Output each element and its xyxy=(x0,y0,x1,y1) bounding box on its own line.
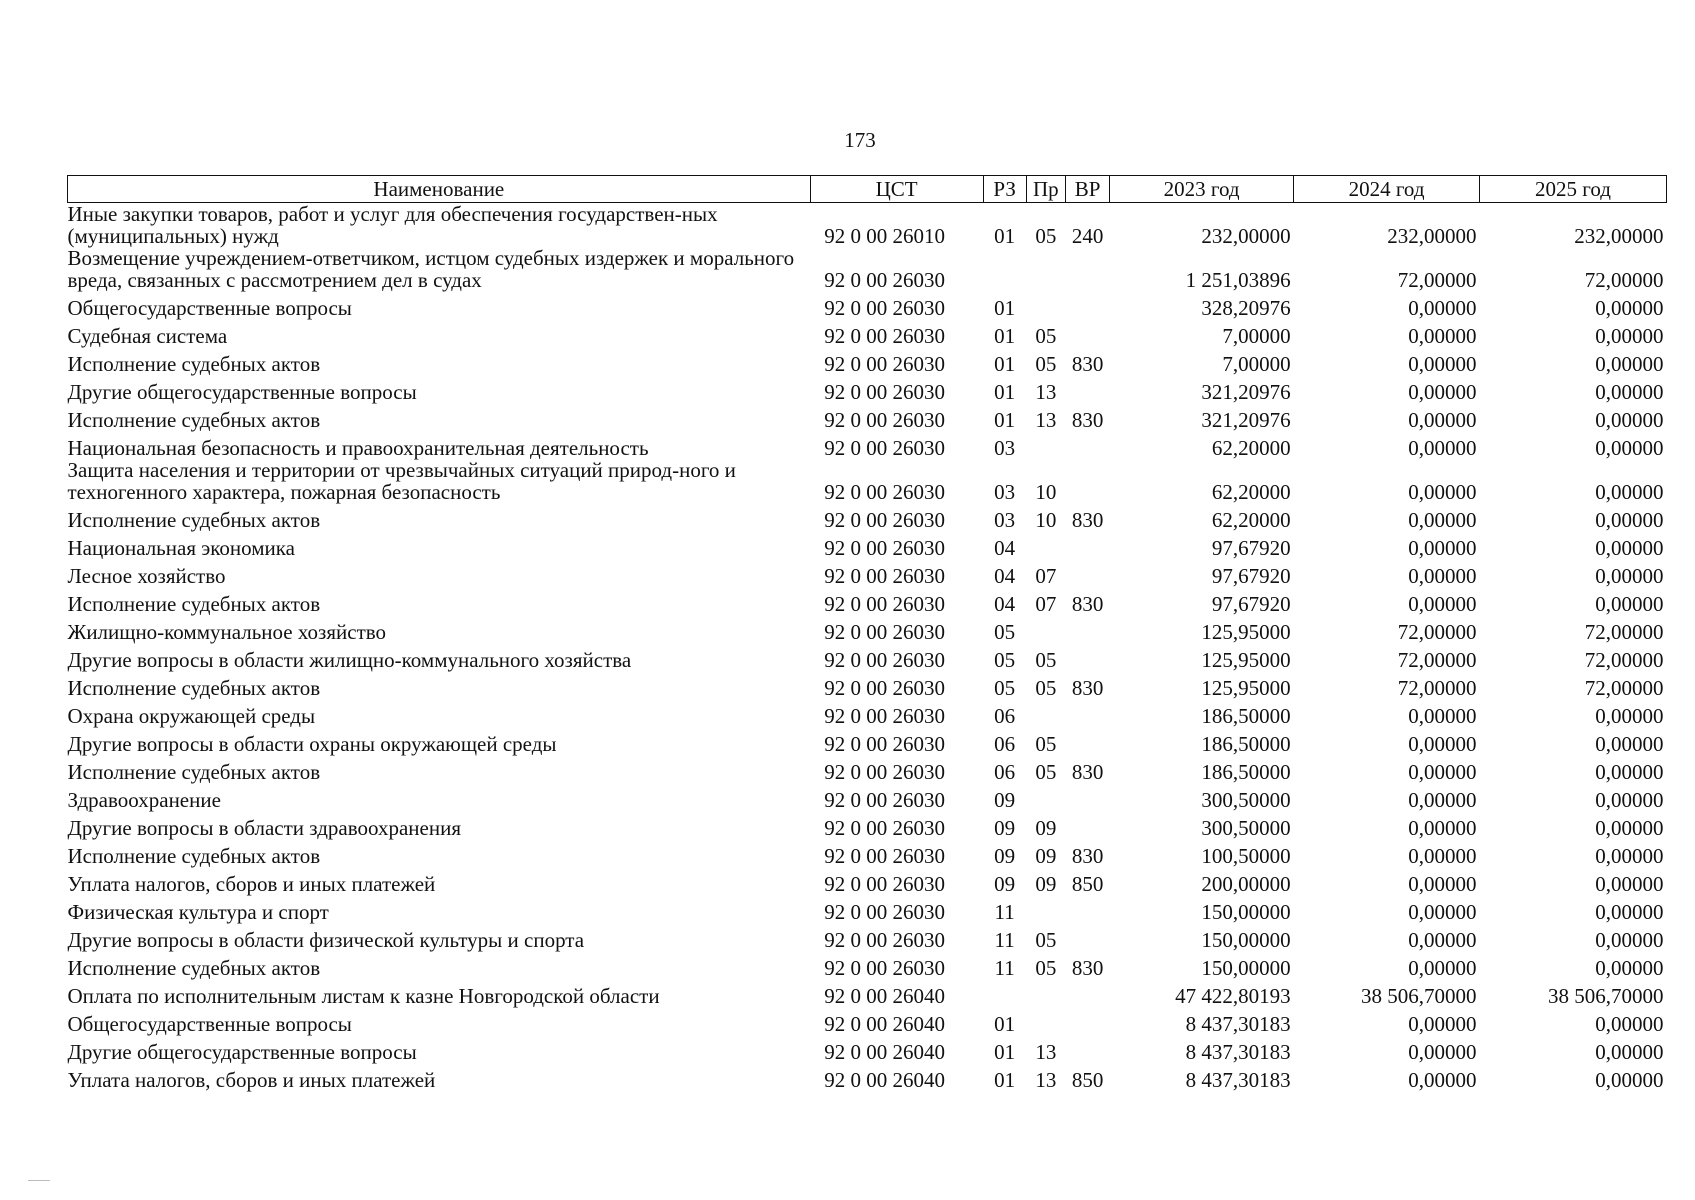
row-value-2023: 47 422,80193 xyxy=(1175,984,1291,1008)
row-rz: 01 xyxy=(994,224,1016,248)
row-vr xyxy=(1065,559,1109,587)
header-rz: РЗ xyxy=(983,176,1026,203)
row-cst: 92 0 00 26010 xyxy=(824,224,945,248)
row-pr: 05 xyxy=(1035,928,1057,952)
row-vr xyxy=(1065,923,1109,951)
row-value-2023: 150,00000 xyxy=(1201,956,1291,980)
row-name: Общегосударственные вопросы xyxy=(67,296,352,320)
row-pr: 13 xyxy=(1035,1068,1057,1092)
row-vr xyxy=(1065,615,1109,643)
row-cst: 92 0 00 26030 xyxy=(824,956,945,980)
row-rz: 06 xyxy=(994,732,1016,756)
row-value-2023: 321,20976 xyxy=(1201,380,1291,404)
row-pr: 05 xyxy=(1035,956,1057,980)
row-vr: 240 xyxy=(1071,224,1104,248)
row-vr xyxy=(1065,319,1109,347)
row-cst: 92 0 00 26030 xyxy=(824,760,945,784)
row-cst: 92 0 00 26030 xyxy=(824,268,945,292)
row-value-2025: 0,00000 xyxy=(1595,816,1664,840)
row-vr xyxy=(1065,811,1109,839)
row-name: Лесное хозяйство xyxy=(67,564,226,588)
row-pr: 10 xyxy=(1035,480,1057,504)
row-value-2024: 0,00000 xyxy=(1408,352,1477,376)
row-pr: 07 xyxy=(1035,564,1057,588)
row-value-2023: 186,50000 xyxy=(1201,760,1291,784)
row-cst: 92 0 00 26030 xyxy=(824,928,945,952)
row-value-2024: 0,00000 xyxy=(1408,1068,1477,1092)
row-name: Другие общегосударственные вопросы xyxy=(67,1040,417,1064)
row-cst: 92 0 00 26030 xyxy=(824,900,945,924)
row-rz: 11 xyxy=(994,900,1015,924)
row-cst: 92 0 00 26040 xyxy=(824,1068,945,1092)
row-value-2023: 300,50000 xyxy=(1201,816,1291,840)
row-value-2023: 125,95000 xyxy=(1201,676,1291,700)
row-value-2023: 125,95000 xyxy=(1201,620,1291,644)
table-row xyxy=(68,291,1667,319)
row-rz: 04 xyxy=(994,564,1016,588)
row-value-2023: 7,00000 xyxy=(1222,352,1291,376)
table-row xyxy=(68,615,1667,643)
row-value-2024: 0,00000 xyxy=(1408,436,1477,460)
row-vr xyxy=(1065,247,1109,291)
row-value-2023: 150,00000 xyxy=(1201,900,1291,924)
row-value-2024: 0,00000 xyxy=(1408,732,1477,756)
row-rz: 09 xyxy=(994,872,1016,896)
row-rz: 04 xyxy=(994,592,1016,616)
row-rz: 11 xyxy=(994,928,1015,952)
row-name: Общегосударственные вопросы xyxy=(67,1012,352,1036)
row-name: Физическая культура и спорт xyxy=(67,900,329,924)
row-value-2025: 38 506,70000 xyxy=(1548,984,1664,1008)
row-pr xyxy=(1026,247,1065,291)
row-vr: 830 xyxy=(1071,352,1104,376)
row-value-2023: 321,20976 xyxy=(1201,408,1291,432)
row-value-2024: 0,00000 xyxy=(1408,816,1477,840)
row-rz: 01 xyxy=(994,296,1016,320)
row-pr: 05 xyxy=(1035,732,1057,756)
row-pr: 09 xyxy=(1035,844,1057,868)
row-cst: 92 0 00 26030 xyxy=(824,436,945,460)
row-name: Возмещение учреждением-ответчиком, истцом судебных издержек и морального вреда, связанных с рассмотрением дел в судах xyxy=(67,246,795,292)
row-value-2023: 8 437,30183 xyxy=(1185,1040,1291,1064)
row-cst: 92 0 00 26030 xyxy=(824,480,945,504)
table-row xyxy=(68,783,1667,811)
row-name: Здравоохранение xyxy=(67,788,221,812)
row-value-2025: 72,00000 xyxy=(1584,620,1664,644)
row-pr xyxy=(1026,531,1065,559)
table-row xyxy=(68,1007,1667,1035)
row-value-2024: 0,00000 xyxy=(1408,380,1477,404)
row-value-2023: 200,00000 xyxy=(1201,872,1291,896)
row-rz: 01 xyxy=(994,1040,1016,1064)
row-value-2025: 0,00000 xyxy=(1595,704,1664,728)
row-name: Уплата налогов, сборов и иных платежей xyxy=(67,872,436,896)
row-value-2024: 0,00000 xyxy=(1408,1040,1477,1064)
row-value-2025: 0,00000 xyxy=(1595,788,1664,812)
row-vr xyxy=(1065,643,1109,671)
row-vr: 830 xyxy=(1071,956,1104,980)
row-pr: 09 xyxy=(1035,872,1057,896)
row-rz: 05 xyxy=(994,620,1016,644)
row-value-2023: 1 251,03896 xyxy=(1185,268,1291,292)
row-vr xyxy=(1065,531,1109,559)
row-value-2024: 0,00000 xyxy=(1408,480,1477,504)
table-row xyxy=(68,643,1667,671)
row-name: Другие вопросы в области здравоохранения xyxy=(67,816,461,840)
row-value-2023: 186,50000 xyxy=(1201,704,1291,728)
table-row xyxy=(68,531,1667,559)
row-pr: 10 xyxy=(1035,508,1057,532)
row-name: Исполнение судебных актов xyxy=(67,352,321,376)
row-rz: 06 xyxy=(994,760,1016,784)
row-pr xyxy=(1026,783,1065,811)
row-pr xyxy=(1026,979,1065,1007)
row-value-2024: 72,00000 xyxy=(1397,648,1477,672)
table-body xyxy=(68,203,1667,1092)
table-row xyxy=(68,319,1667,347)
row-name: Оплата по исполнительным листам к казне Новгородской области xyxy=(67,984,660,1008)
header-pr: Пр xyxy=(1026,176,1065,203)
row-value-2025: 0,00000 xyxy=(1595,436,1664,460)
row-value-2024: 0,00000 xyxy=(1408,704,1477,728)
row-rz: 04 xyxy=(994,536,1016,560)
row-vr: 850 xyxy=(1071,872,1104,896)
row-value-2024: 0,00000 xyxy=(1408,1012,1477,1036)
row-value-2025: 0,00000 xyxy=(1595,508,1664,532)
row-cst: 92 0 00 26030 xyxy=(824,508,945,532)
row-vr: 830 xyxy=(1071,844,1104,868)
row-value-2025: 72,00000 xyxy=(1584,648,1664,672)
row-value-2023: 125,95000 xyxy=(1201,648,1291,672)
row-pr: 09 xyxy=(1035,816,1057,840)
row-name: Другие общегосударственные вопросы xyxy=(67,380,417,404)
row-cst: 92 0 00 26030 xyxy=(824,844,945,868)
row-cst: 92 0 00 26030 xyxy=(824,592,945,616)
row-rz: 11 xyxy=(994,956,1015,980)
row-value-2024: 0,00000 xyxy=(1408,508,1477,532)
row-pr xyxy=(1026,615,1065,643)
table-row xyxy=(68,811,1667,839)
row-name: Другие вопросы в области физической культуры и спорта xyxy=(67,928,585,952)
row-pr xyxy=(1026,291,1065,319)
row-value-2025: 232,00000 xyxy=(1574,224,1664,248)
row-value-2024: 0,00000 xyxy=(1408,928,1477,952)
row-value-2025: 0,00000 xyxy=(1595,352,1664,376)
row-vr xyxy=(1065,783,1109,811)
row-rz: 01 xyxy=(994,380,1016,404)
header-2023: 2023 год xyxy=(1110,176,1294,203)
row-rz: 05 xyxy=(994,676,1016,700)
table-row xyxy=(68,839,1667,867)
row-vr xyxy=(1065,727,1109,755)
page-number: 173 xyxy=(844,128,876,152)
row-name: Охрана окружающей среды xyxy=(67,704,316,728)
row-cst: 92 0 00 26030 xyxy=(824,788,945,812)
row-name: Исполнение судебных актов xyxy=(67,592,321,616)
table-row xyxy=(68,503,1667,531)
row-name: Жилищно-коммунальное хозяйство xyxy=(67,620,387,644)
row-cst: 92 0 00 26040 xyxy=(824,1012,945,1036)
row-pr xyxy=(1026,1007,1065,1035)
row-cst: 92 0 00 26030 xyxy=(824,732,945,756)
table-row xyxy=(68,727,1667,755)
row-rz: 01 xyxy=(994,324,1016,348)
row-vr xyxy=(1065,699,1109,727)
row-vr: 830 xyxy=(1071,408,1104,432)
row-pr: 13 xyxy=(1035,1040,1057,1064)
header-vr: ВР xyxy=(1065,176,1109,203)
row-value-2025: 0,00000 xyxy=(1595,956,1664,980)
row-pr: 05 xyxy=(1035,760,1057,784)
row-vr: 830 xyxy=(1071,676,1104,700)
row-cst: 92 0 00 26030 xyxy=(824,564,945,588)
row-value-2025: 0,00000 xyxy=(1595,564,1664,588)
row-name: Исполнение судебных актов xyxy=(67,844,321,868)
row-pr: 13 xyxy=(1035,408,1057,432)
row-value-2023: 300,50000 xyxy=(1201,788,1291,812)
header-2025: 2025 год xyxy=(1480,176,1667,203)
row-value-2025: 0,00000 xyxy=(1595,900,1664,924)
row-value-2025: 0,00000 xyxy=(1595,1068,1664,1092)
row-value-2024: 0,00000 xyxy=(1408,900,1477,924)
row-cst: 92 0 00 26040 xyxy=(824,1040,945,1064)
row-rz xyxy=(983,247,1026,291)
row-name: Исполнение судебных актов xyxy=(67,676,321,700)
row-vr xyxy=(1065,431,1109,459)
table-row xyxy=(68,1063,1667,1091)
table-row xyxy=(68,1035,1667,1063)
row-value-2025: 72,00000 xyxy=(1584,676,1664,700)
row-value-2024: 0,00000 xyxy=(1408,296,1477,320)
row-name: Уплата налогов, сборов и иных платежей xyxy=(67,1068,436,1092)
budget-table xyxy=(67,175,1667,1091)
row-name: Национальная экономика xyxy=(67,536,295,560)
row-value-2024: 0,00000 xyxy=(1408,564,1477,588)
row-pr xyxy=(1026,699,1065,727)
row-value-2023: 62,20000 xyxy=(1211,508,1291,532)
row-cst: 92 0 00 26030 xyxy=(824,816,945,840)
row-cst: 92 0 00 26030 xyxy=(824,324,945,348)
row-vr: 830 xyxy=(1071,508,1104,532)
row-value-2023: 8 437,30183 xyxy=(1185,1068,1291,1092)
row-value-2024: 232,00000 xyxy=(1387,224,1477,248)
row-value-2023: 150,00000 xyxy=(1201,928,1291,952)
row-value-2025: 0,00000 xyxy=(1595,592,1664,616)
header-2024: 2024 год xyxy=(1294,176,1480,203)
row-value-2024: 38 506,70000 xyxy=(1361,984,1477,1008)
table-header-row xyxy=(68,176,1667,203)
row-cst: 92 0 00 26040 xyxy=(824,984,945,1008)
row-value-2025: 0,00000 xyxy=(1595,324,1664,348)
header-cst: ЦСТ xyxy=(810,176,983,203)
row-value-2023: 62,20000 xyxy=(1211,436,1291,460)
row-value-2023: 97,67920 xyxy=(1211,564,1291,588)
table-row xyxy=(68,867,1667,895)
row-value-2025: 0,00000 xyxy=(1595,408,1664,432)
row-pr: 05 xyxy=(1035,324,1057,348)
row-rz: 09 xyxy=(994,844,1016,868)
row-value-2025: 0,00000 xyxy=(1595,872,1664,896)
row-value-2024: 0,00000 xyxy=(1408,844,1477,868)
row-vr xyxy=(1065,1035,1109,1063)
row-rz: 03 xyxy=(994,508,1016,532)
scan-mark xyxy=(28,1180,50,1181)
row-value-2023: 232,00000 xyxy=(1201,224,1291,248)
row-cst: 92 0 00 26030 xyxy=(824,536,945,560)
row-value-2023: 97,67920 xyxy=(1211,592,1291,616)
row-rz: 09 xyxy=(994,816,1016,840)
row-rz: 09 xyxy=(994,788,1016,812)
table-row xyxy=(68,895,1667,923)
row-vr xyxy=(1065,895,1109,923)
row-value-2025: 72,00000 xyxy=(1584,268,1664,292)
row-value-2023: 328,20976 xyxy=(1201,296,1291,320)
row-vr: 850 xyxy=(1071,1068,1104,1092)
row-value-2025: 0,00000 xyxy=(1595,1040,1664,1064)
row-name: Исполнение судебных актов xyxy=(67,760,321,784)
row-rz: 01 xyxy=(994,352,1016,376)
table-row xyxy=(68,375,1667,403)
table-row xyxy=(68,951,1667,979)
row-rz: 01 xyxy=(994,1012,1016,1036)
row-rz: 01 xyxy=(994,1068,1016,1092)
row-vr xyxy=(1065,291,1109,319)
row-value-2024: 0,00000 xyxy=(1408,408,1477,432)
row-value-2023: 186,50000 xyxy=(1201,732,1291,756)
row-value-2023: 97,67920 xyxy=(1211,536,1291,560)
row-rz xyxy=(983,979,1026,1007)
table-row xyxy=(68,671,1667,699)
row-pr: 13 xyxy=(1035,380,1057,404)
row-value-2025: 0,00000 xyxy=(1595,928,1664,952)
row-value-2024: 72,00000 xyxy=(1397,676,1477,700)
row-name: Исполнение судебных актов xyxy=(67,408,321,432)
row-pr xyxy=(1026,431,1065,459)
row-value-2025: 0,00000 xyxy=(1595,1012,1664,1036)
row-value-2025: 0,00000 xyxy=(1595,380,1664,404)
row-cst: 92 0 00 26030 xyxy=(824,620,945,644)
row-rz: 01 xyxy=(994,408,1016,432)
row-vr xyxy=(1065,459,1109,503)
row-name: Защита населения и территории от чрезвычайных ситуаций природ-ного и техногенного характера, пожарная безопасность xyxy=(67,458,736,504)
row-value-2023: 62,20000 xyxy=(1211,480,1291,504)
row-cst: 92 0 00 26030 xyxy=(824,296,945,320)
row-cst: 92 0 00 26030 xyxy=(824,352,945,376)
row-value-2024: 72,00000 xyxy=(1397,620,1477,644)
row-value-2025: 0,00000 xyxy=(1595,760,1664,784)
row-value-2025: 0,00000 xyxy=(1595,536,1664,560)
table-row xyxy=(68,559,1667,587)
row-value-2025: 0,00000 xyxy=(1595,844,1664,868)
row-vr: 830 xyxy=(1071,592,1104,616)
row-rz: 06 xyxy=(994,704,1016,728)
row-pr: 05 xyxy=(1035,648,1057,672)
row-name: Другие вопросы в области охраны окружающей среды xyxy=(67,732,557,756)
row-value-2024: 0,00000 xyxy=(1408,788,1477,812)
row-name: Другие вопросы в области жилищно-коммунального хозяйства xyxy=(67,648,632,672)
row-value-2024: 0,00000 xyxy=(1408,324,1477,348)
table-row xyxy=(68,431,1667,459)
table-row xyxy=(68,403,1667,431)
row-cst: 92 0 00 26030 xyxy=(824,676,945,700)
row-name: Судебная система xyxy=(67,324,228,348)
row-value-2023: 7,00000 xyxy=(1222,324,1291,348)
row-value-2024: 0,00000 xyxy=(1408,536,1477,560)
row-value-2024: 0,00000 xyxy=(1408,760,1477,784)
row-value-2024: 0,00000 xyxy=(1408,872,1477,896)
row-pr: 05 xyxy=(1035,676,1057,700)
row-value-2023: 100,50000 xyxy=(1201,844,1291,868)
table-row xyxy=(68,755,1667,783)
row-value-2025: 0,00000 xyxy=(1595,480,1664,504)
row-value-2024: 72,00000 xyxy=(1397,268,1477,292)
table-row xyxy=(68,247,1667,291)
row-cst: 92 0 00 26030 xyxy=(824,704,945,728)
row-value-2024: 0,00000 xyxy=(1408,592,1477,616)
row-name: Национальная безопасность и правоохранительная деятельность xyxy=(67,436,649,460)
row-value-2025: 0,00000 xyxy=(1595,732,1664,756)
row-cst: 92 0 00 26030 xyxy=(824,408,945,432)
table-row xyxy=(68,347,1667,375)
row-pr xyxy=(1026,895,1065,923)
row-vr xyxy=(1065,375,1109,403)
row-vr xyxy=(1065,979,1109,1007)
row-pr: 05 xyxy=(1035,224,1057,248)
row-cst: 92 0 00 26030 xyxy=(824,380,945,404)
row-pr: 07 xyxy=(1035,592,1057,616)
row-value-2023: 8 437,30183 xyxy=(1185,1012,1291,1036)
table-row xyxy=(68,979,1667,1007)
row-rz: 05 xyxy=(994,648,1016,672)
row-rz: 03 xyxy=(994,480,1016,504)
row-cst: 92 0 00 26030 xyxy=(824,872,945,896)
row-vr xyxy=(1065,1007,1109,1035)
table-row xyxy=(68,203,1667,248)
row-value-2025: 0,00000 xyxy=(1595,296,1664,320)
header-name: Наименование xyxy=(68,176,811,203)
row-rz: 03 xyxy=(994,436,1016,460)
row-pr: 05 xyxy=(1035,352,1057,376)
row-name: Исполнение судебных актов xyxy=(67,956,321,980)
table-row xyxy=(68,699,1667,727)
row-name: Иные закупки товаров, работ и услуг для обеспечения государствен-ных (муниципальных) нужд xyxy=(67,202,718,248)
row-value-2024: 0,00000 xyxy=(1408,956,1477,980)
row-name: Исполнение судебных актов xyxy=(67,508,321,532)
table-row xyxy=(68,459,1667,503)
row-cst: 92 0 00 26030 xyxy=(824,648,945,672)
row-vr: 830 xyxy=(1071,760,1104,784)
table-row xyxy=(68,923,1667,951)
table-row xyxy=(68,587,1667,615)
